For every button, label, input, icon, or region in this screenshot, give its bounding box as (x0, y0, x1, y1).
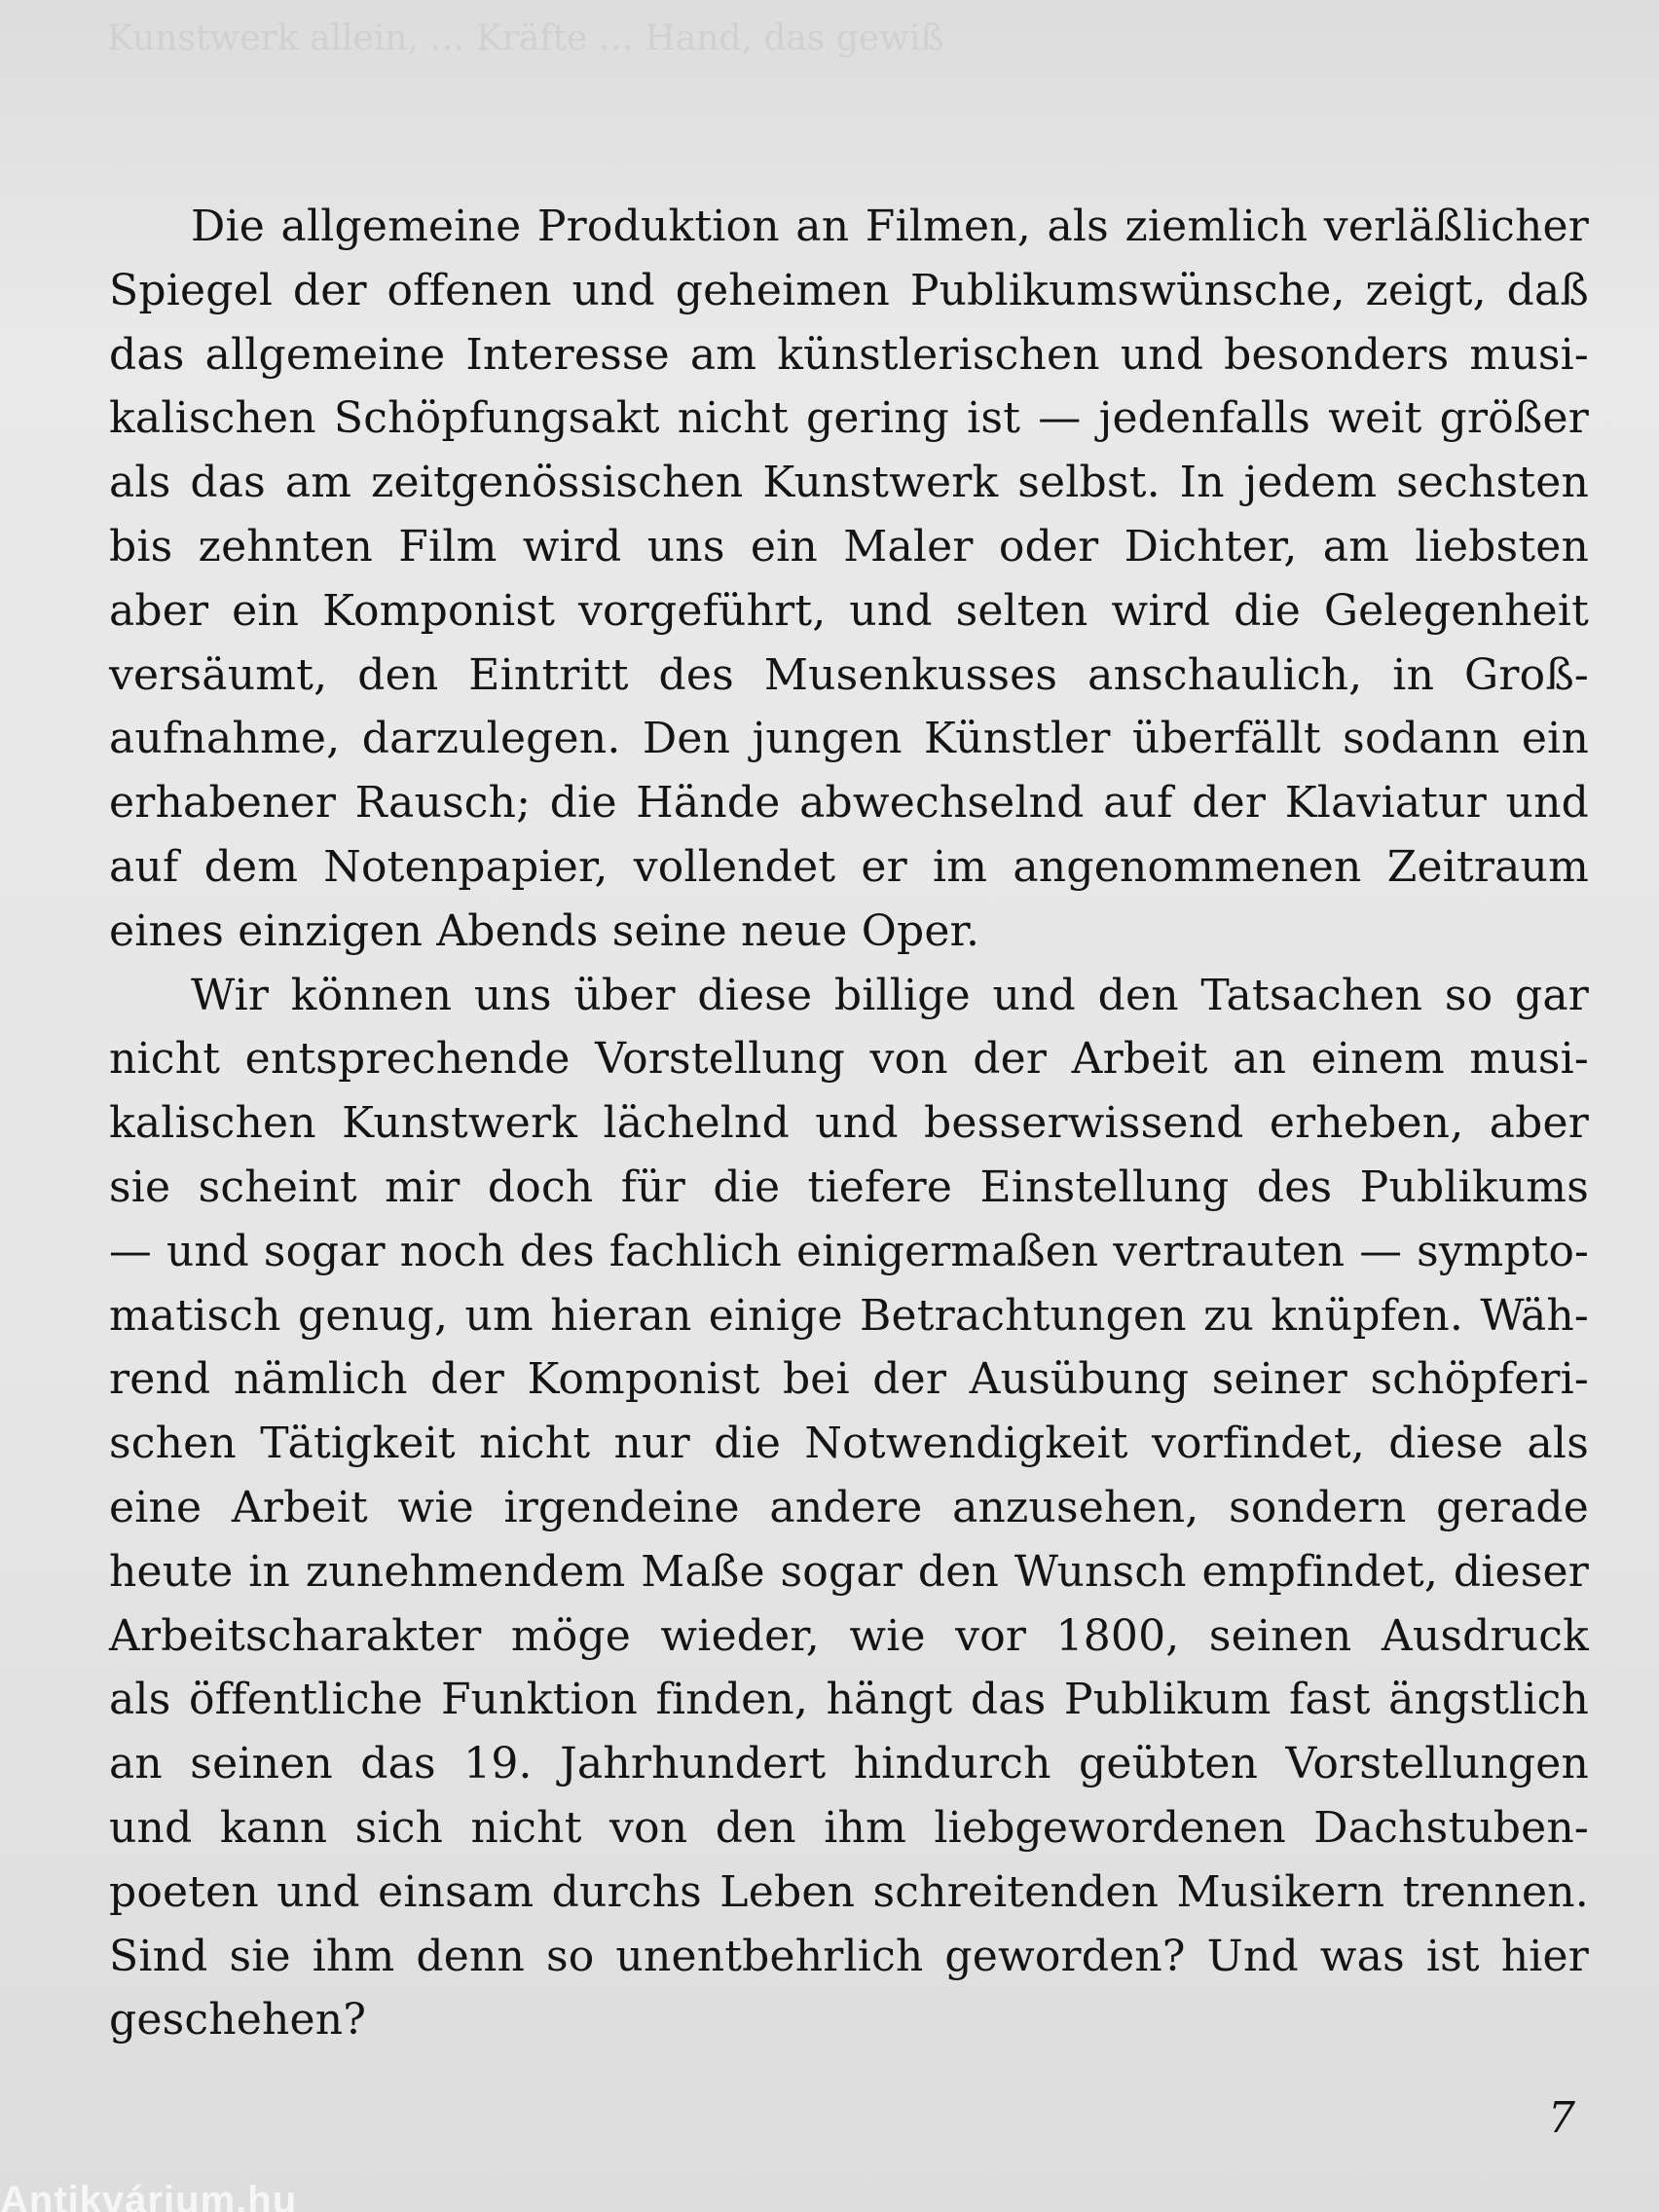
watermark: Antikvárium.hu (0, 2179, 298, 2212)
text-line: kalischen Kunstwerk lächelnd und besserwissend erheben, aber (109, 1098, 1589, 1149)
text-line: sie scheint mir doch für die tiefere Einstellung des Publikums (109, 1161, 1589, 1212)
text-line: Wir können uns über diese billige und den Tatsachen so gar (191, 970, 1589, 1020)
text-line: geschehen? (109, 1995, 367, 2046)
text-line: bis zehnten Film wird uns ein Maler oder Dichter, am liebsten (109, 521, 1589, 571)
bleed-through-text: Kunstwerk allein, … Kräfte … Hand, das gewiß (107, 18, 944, 58)
text-line: Sind sie ihm denn so unentbehrlich geworden? Und was ist hier (109, 1931, 1589, 1981)
text-line: an seinen das 19. Jahrhundert hindurch geübten Vorstellungen (109, 1739, 1589, 1789)
text-line: als öffentliche Funktion finden, hängt das Publikum fast ängstlich (109, 1675, 1589, 1725)
text-line: eines einzigen Abends seine neue Oper. (109, 905, 980, 956)
text-line: rend nämlich der Komponist bei der Ausübung seiner schöpferi- (109, 1354, 1589, 1405)
text-line: erhabener Rausch; die Hände abwechselnd auf der Klaviatur und (109, 778, 1589, 829)
text-line: poeten und einsam durchs Leben schreitenden Musikern trennen. (109, 1866, 1589, 1917)
body-text (109, 195, 1589, 2052)
text-line: matisch genug, um hieran einige Betrachtungen zu knüpfen. Wäh- (109, 1290, 1589, 1341)
text-line: versäumt, den Eintritt des Musenkusses anschaulich, in Groß- (109, 649, 1589, 700)
text-line: nicht entsprechende Vorstellung von der Arbeit an einem musi- (109, 1034, 1589, 1085)
text-line: kalischen Schöpfungsakt nicht gering ist — jedenfalls weit größer (109, 393, 1589, 444)
text-line: heute in zunehmendem Maße sogar den Wunsch empfindet, dieser (109, 1546, 1589, 1597)
text-line: das allgemeine Interesse am künstlerischen und besonders musi- (109, 329, 1589, 380)
text-line: aber ein Komponist vorgeführt, und selten wird die Gelegenheit (109, 585, 1589, 636)
page-number: 7 (1548, 2093, 1575, 2143)
text-line: eine Arbeit wie irgendeine andere anzusehen, sondern gerade (109, 1482, 1589, 1532)
text-line: und kann sich nicht von den ihm liebgewordenen Dachstuben- (109, 1802, 1589, 1853)
text-line: auf dem Notenpapier, vollendet er im angenommenen Zeitraum (109, 841, 1589, 892)
text-line: als das am zeitgenössischen Kunstwerk selbst. In jedem sechsten (109, 458, 1589, 508)
text-line: schen Tätigkeit nicht nur die Notwendigkeit vorfindet, diese als (109, 1419, 1589, 1469)
text-line: Arbeitscharakter möge wieder, wie vor 1800, seinen Ausdruck (109, 1610, 1589, 1661)
text-line: — und sogar noch des fachlich einigermaßen vertrauten — sympto- (109, 1226, 1589, 1276)
text-line: Die allgemeine Produktion an Filmen, als ziemlich verläßlicher (191, 202, 1589, 251)
text-line: aufnahme, darzulegen. Den jungen Künstler überfällt sodann ein (109, 714, 1589, 764)
text-line: Spiegel der offenen und geheimen Publikumswünsche, zeigt, daß (109, 265, 1589, 315)
